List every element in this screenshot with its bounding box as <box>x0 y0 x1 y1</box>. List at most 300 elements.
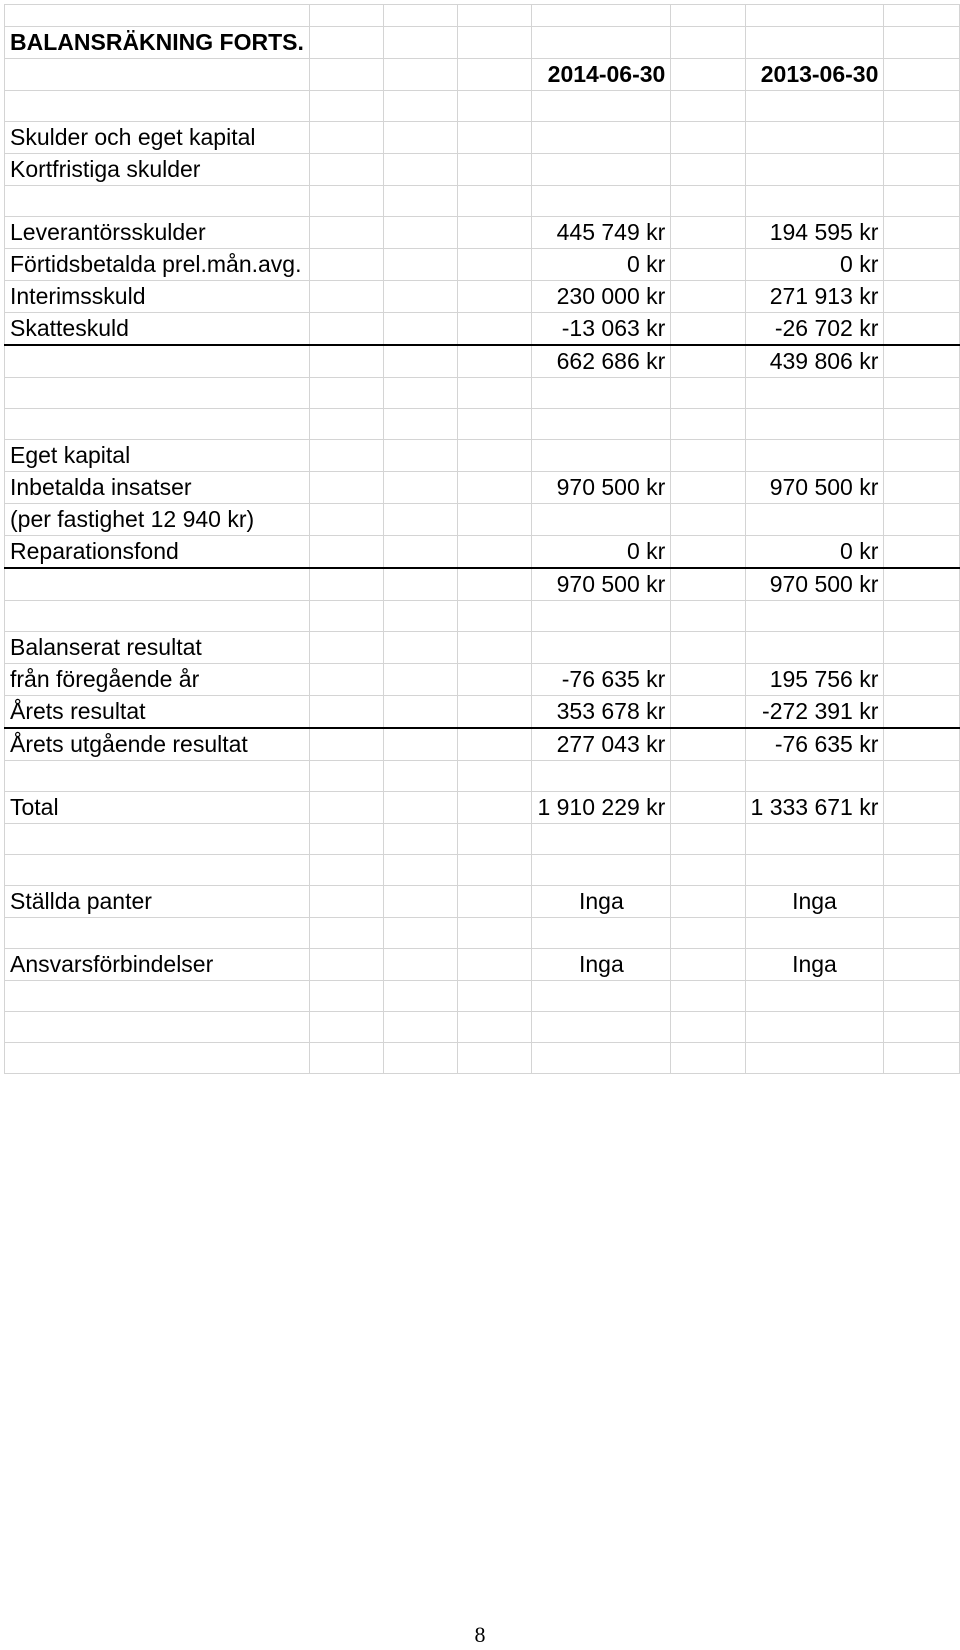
empty-cell <box>458 409 532 440</box>
value-2014: Inga <box>532 886 671 918</box>
empty-cell <box>458 601 532 632</box>
empty-cell <box>884 217 960 249</box>
empty-cell <box>384 536 458 569</box>
empty-cell <box>309 792 383 824</box>
value-2014: 445 749 kr <box>532 217 671 249</box>
empty-cell <box>384 249 458 281</box>
empty-cell <box>884 27 960 59</box>
sheet-row <box>5 1043 960 1074</box>
empty-cell <box>309 5 383 27</box>
empty-cell <box>384 949 458 981</box>
value-2013 <box>745 981 884 1012</box>
empty-cell <box>309 378 383 409</box>
empty-cell <box>458 761 532 792</box>
row-label-cell <box>5 59 310 91</box>
empty-cell <box>884 536 960 569</box>
empty-cell <box>458 249 532 281</box>
empty-cell <box>384 792 458 824</box>
empty-cell <box>884 918 960 949</box>
empty-cell <box>458 568 532 601</box>
value-2013: 0 kr <box>745 249 884 281</box>
empty-cell <box>458 504 532 536</box>
row-label: Eget kapital <box>10 442 131 468</box>
value-2013 <box>745 27 884 59</box>
empty-cell <box>884 5 960 27</box>
empty-cell <box>384 855 458 886</box>
row-label-cell <box>5 217 310 249</box>
empty-cell <box>884 281 960 313</box>
value-2014 <box>532 981 671 1012</box>
value-2013 <box>745 1043 884 1074</box>
empty-cell <box>884 886 960 918</box>
sheet-row <box>5 313 960 346</box>
empty-cell <box>671 949 745 981</box>
value-2013 <box>745 918 884 949</box>
row-label: Ställda panter <box>10 888 152 914</box>
empty-cell <box>884 345 960 378</box>
empty-cell <box>458 886 532 918</box>
value-2013 <box>745 440 884 472</box>
sheet-row <box>5 378 960 409</box>
empty-cell <box>309 981 383 1012</box>
empty-cell <box>309 1012 383 1043</box>
empty-cell <box>384 601 458 632</box>
empty-cell <box>884 601 960 632</box>
empty-cell <box>671 568 745 601</box>
empty-cell <box>671 27 745 59</box>
value-2014: Inga <box>532 949 671 981</box>
empty-cell <box>884 440 960 472</box>
value-2013: 970 500 kr <box>745 568 884 601</box>
sheet-row <box>5 824 960 855</box>
empty-cell <box>458 281 532 313</box>
empty-cell <box>309 886 383 918</box>
empty-cell <box>309 1043 383 1074</box>
value-2013: 970 500 kr <box>745 472 884 504</box>
empty-cell <box>884 792 960 824</box>
empty-cell <box>384 91 458 122</box>
row-label: Skatteskuld <box>10 315 129 341</box>
value-2014 <box>532 409 671 440</box>
empty-cell <box>884 186 960 217</box>
empty-cell <box>884 855 960 886</box>
empty-cell <box>884 1043 960 1074</box>
empty-cell <box>458 313 532 346</box>
row-label: Skulder och eget kapital <box>10 124 256 150</box>
empty-cell <box>671 886 745 918</box>
value-2013 <box>745 5 884 27</box>
value-2013: 195 756 kr <box>745 664 884 696</box>
value-2014 <box>532 504 671 536</box>
row-label: (per fastighet 12 940 kr) <box>10 506 255 532</box>
empty-cell <box>384 5 458 27</box>
empty-cell <box>671 440 745 472</box>
value-2013 <box>745 154 884 186</box>
empty-cell <box>384 409 458 440</box>
value-2014 <box>532 5 671 27</box>
row-label: Årets resultat <box>10 698 146 724</box>
row-label: Total <box>10 794 59 820</box>
empty-cell <box>384 918 458 949</box>
empty-cell <box>309 601 383 632</box>
row-label: Årets utgående resultat <box>10 731 248 757</box>
empty-cell <box>309 824 383 855</box>
sheet-row <box>5 281 960 313</box>
row-label-cell <box>5 345 310 378</box>
value-2014 <box>532 855 671 886</box>
empty-cell <box>884 632 960 664</box>
sheet-row <box>5 1012 960 1043</box>
value-2013 <box>745 1012 884 1043</box>
value-2013: 2013-06-30 <box>745 59 884 91</box>
sheet-row <box>5 632 960 664</box>
empty-cell <box>384 568 458 601</box>
empty-cell <box>671 855 745 886</box>
empty-cell <box>309 281 383 313</box>
empty-cell <box>384 728 458 761</box>
row-label-cell <box>5 91 310 122</box>
empty-cell <box>458 536 532 569</box>
row-label: Inbetalda insatser <box>10 474 192 500</box>
empty-cell <box>671 664 745 696</box>
empty-cell <box>671 824 745 855</box>
row-label-cell <box>5 536 310 569</box>
row-label: Leverantörsskulder <box>10 219 206 245</box>
row-label-cell <box>5 981 310 1012</box>
empty-cell <box>458 154 532 186</box>
sheet-row <box>5 792 960 824</box>
empty-cell <box>671 217 745 249</box>
empty-cell <box>884 378 960 409</box>
value-2013 <box>745 761 884 792</box>
empty-cell <box>309 122 383 154</box>
sheet-row <box>5 981 960 1012</box>
value-2014 <box>532 601 671 632</box>
empty-cell <box>884 568 960 601</box>
empty-cell <box>671 409 745 440</box>
value-2014 <box>532 154 671 186</box>
value-2013 <box>745 378 884 409</box>
sheet-row <box>5 536 960 569</box>
row-label-cell <box>5 186 310 217</box>
row-label-cell <box>5 601 310 632</box>
empty-cell <box>884 409 960 440</box>
empty-cell <box>384 664 458 696</box>
empty-cell <box>384 217 458 249</box>
empty-cell <box>309 568 383 601</box>
empty-cell <box>458 855 532 886</box>
empty-cell <box>384 472 458 504</box>
value-2014 <box>532 378 671 409</box>
value-2014 <box>532 186 671 217</box>
empty-cell <box>884 949 960 981</box>
empty-cell <box>458 5 532 27</box>
sheet-row <box>5 664 960 696</box>
empty-cell <box>671 186 745 217</box>
value-2014: 1 910 229 kr <box>532 792 671 824</box>
row-label-cell <box>5 249 310 281</box>
empty-cell <box>309 154 383 186</box>
value-2013 <box>745 824 884 855</box>
sheet-row <box>5 27 960 59</box>
empty-cell <box>309 949 383 981</box>
sheet-row <box>5 696 960 729</box>
sheet-row <box>5 728 960 761</box>
empty-cell <box>671 249 745 281</box>
empty-cell <box>309 27 383 59</box>
row-label: BALANSRÄKNING FORTS. <box>10 29 304 55</box>
row-label-cell <box>5 440 310 472</box>
sheet-row <box>5 601 960 632</box>
sheet-row <box>5 91 960 122</box>
empty-cell <box>458 440 532 472</box>
value-2014: 970 500 kr <box>532 472 671 504</box>
empty-cell <box>458 792 532 824</box>
row-label-cell <box>5 632 310 664</box>
empty-cell <box>458 1043 532 1074</box>
value-2014 <box>532 918 671 949</box>
empty-cell <box>884 249 960 281</box>
row-label: Förtidsbetalda prel.mån.avg. <box>10 251 302 277</box>
value-2013: -272 391 kr <box>745 696 884 729</box>
value-2014: 277 043 kr <box>532 728 671 761</box>
sheet-row <box>5 949 960 981</box>
value-2013 <box>745 186 884 217</box>
page-number: 8 <box>474 1622 486 1647</box>
empty-cell <box>671 313 745 346</box>
value-2013 <box>745 601 884 632</box>
value-2014: -76 635 kr <box>532 664 671 696</box>
sheet-row <box>5 440 960 472</box>
empty-cell <box>671 918 745 949</box>
empty-cell <box>671 345 745 378</box>
empty-cell <box>458 59 532 91</box>
value-2014: 353 678 kr <box>532 696 671 729</box>
value-2013: 194 595 kr <box>745 217 884 249</box>
row-label-cell <box>5 472 310 504</box>
empty-cell <box>671 632 745 664</box>
row-label-cell <box>5 409 310 440</box>
sheet-row <box>5 472 960 504</box>
empty-cell <box>309 472 383 504</box>
empty-cell <box>671 728 745 761</box>
sheet-row <box>5 217 960 249</box>
empty-cell <box>671 472 745 504</box>
empty-cell <box>884 1012 960 1043</box>
value-2014 <box>532 1012 671 1043</box>
row-label-cell <box>5 1043 310 1074</box>
empty-cell <box>458 664 532 696</box>
empty-cell <box>309 855 383 886</box>
sheet-row <box>5 409 960 440</box>
empty-cell <box>458 632 532 664</box>
row-label: Reparationsfond <box>10 538 179 564</box>
empty-cell <box>309 440 383 472</box>
row-label-cell <box>5 792 310 824</box>
sheet-row <box>5 5 960 27</box>
row-label-cell <box>5 1012 310 1043</box>
value-2013 <box>745 91 884 122</box>
empty-cell <box>384 1012 458 1043</box>
empty-cell <box>384 345 458 378</box>
sheet-row <box>5 855 960 886</box>
empty-cell <box>671 696 745 729</box>
row-label-cell <box>5 313 310 346</box>
empty-cell <box>309 696 383 729</box>
value-2014 <box>532 27 671 59</box>
empty-cell <box>671 91 745 122</box>
empty-cell <box>384 981 458 1012</box>
empty-cell <box>671 122 745 154</box>
empty-cell <box>458 91 532 122</box>
empty-cell <box>671 536 745 569</box>
empty-cell <box>884 696 960 729</box>
empty-cell <box>884 313 960 346</box>
row-label-cell <box>5 568 310 601</box>
value-2014 <box>532 1043 671 1074</box>
sheet-row <box>5 504 960 536</box>
value-2013: 1 333 671 kr <box>745 792 884 824</box>
value-2014: 2014-06-30 <box>532 59 671 91</box>
empty-cell <box>384 761 458 792</box>
empty-cell <box>309 59 383 91</box>
empty-cell <box>309 345 383 378</box>
empty-cell <box>384 59 458 91</box>
empty-cell <box>884 664 960 696</box>
empty-cell <box>884 728 960 761</box>
empty-cell <box>458 918 532 949</box>
empty-cell <box>384 313 458 346</box>
row-label-cell <box>5 855 310 886</box>
empty-cell <box>384 186 458 217</box>
row-label: från föregående år <box>10 666 200 692</box>
empty-cell <box>458 122 532 154</box>
empty-cell <box>884 504 960 536</box>
empty-cell <box>384 440 458 472</box>
empty-cell <box>309 313 383 346</box>
value-2014 <box>532 122 671 154</box>
empty-cell <box>884 981 960 1012</box>
value-2014 <box>532 761 671 792</box>
sheet-row <box>5 345 960 378</box>
value-2013: -26 702 kr <box>745 313 884 346</box>
row-label-cell <box>5 918 310 949</box>
empty-cell <box>884 761 960 792</box>
empty-cell <box>458 217 532 249</box>
value-2013: 0 kr <box>745 536 884 569</box>
value-2013 <box>745 409 884 440</box>
sheet-row <box>5 154 960 186</box>
empty-cell <box>384 1043 458 1074</box>
empty-cell <box>458 949 532 981</box>
value-2013: 271 913 kr <box>745 281 884 313</box>
empty-cell <box>884 91 960 122</box>
value-2013 <box>745 855 884 886</box>
balance-sheet-table <box>4 4 960 1074</box>
row-label-cell <box>5 696 310 729</box>
empty-cell <box>309 186 383 217</box>
empty-cell <box>458 378 532 409</box>
empty-cell <box>384 281 458 313</box>
empty-cell <box>671 1043 745 1074</box>
value-2014 <box>532 824 671 855</box>
value-2013: 439 806 kr <box>745 345 884 378</box>
empty-cell <box>884 824 960 855</box>
value-2014: 662 686 kr <box>532 345 671 378</box>
value-2013 <box>745 122 884 154</box>
empty-cell <box>671 504 745 536</box>
sheet-row <box>5 761 960 792</box>
row-label-cell <box>5 886 310 918</box>
empty-cell <box>671 281 745 313</box>
row-label-cell <box>5 5 310 27</box>
value-2014 <box>532 440 671 472</box>
empty-cell <box>309 728 383 761</box>
empty-cell <box>384 122 458 154</box>
empty-cell <box>309 249 383 281</box>
empty-cell <box>884 472 960 504</box>
empty-cell <box>384 824 458 855</box>
value-2013: -76 635 kr <box>745 728 884 761</box>
empty-cell <box>458 186 532 217</box>
row-label: Kortfristiga skulder <box>10 156 201 182</box>
empty-cell <box>458 824 532 855</box>
empty-cell <box>384 696 458 729</box>
empty-cell <box>671 601 745 632</box>
empty-cell <box>384 632 458 664</box>
empty-cell <box>458 1012 532 1043</box>
sheet-row <box>5 186 960 217</box>
empty-cell <box>458 696 532 729</box>
sheet-row <box>5 918 960 949</box>
value-2013 <box>745 632 884 664</box>
empty-cell <box>309 918 383 949</box>
empty-cell <box>671 761 745 792</box>
value-2013: Inga <box>745 886 884 918</box>
empty-cell <box>671 981 745 1012</box>
row-label-cell <box>5 824 310 855</box>
empty-cell <box>384 378 458 409</box>
empty-cell <box>309 761 383 792</box>
empty-cell <box>884 122 960 154</box>
row-label-cell <box>5 728 310 761</box>
empty-cell <box>309 409 383 440</box>
value-2014: -13 063 kr <box>532 313 671 346</box>
row-label: Interimsskuld <box>10 283 146 309</box>
empty-cell <box>384 504 458 536</box>
value-2013 <box>745 504 884 536</box>
empty-cell <box>884 59 960 91</box>
value-2014: 0 kr <box>532 536 671 569</box>
row-label-cell <box>5 122 310 154</box>
empty-cell <box>671 378 745 409</box>
empty-cell <box>458 981 532 1012</box>
empty-cell <box>884 154 960 186</box>
empty-cell <box>458 345 532 378</box>
empty-cell <box>671 1012 745 1043</box>
row-label-cell <box>5 27 310 59</box>
empty-cell <box>309 217 383 249</box>
empty-cell <box>309 664 383 696</box>
empty-cell <box>671 5 745 27</box>
empty-cell <box>384 154 458 186</box>
empty-cell <box>384 886 458 918</box>
row-label-cell <box>5 504 310 536</box>
sheet-row <box>5 568 960 601</box>
empty-cell <box>458 472 532 504</box>
row-label-cell <box>5 664 310 696</box>
value-2014: 0 kr <box>532 249 671 281</box>
